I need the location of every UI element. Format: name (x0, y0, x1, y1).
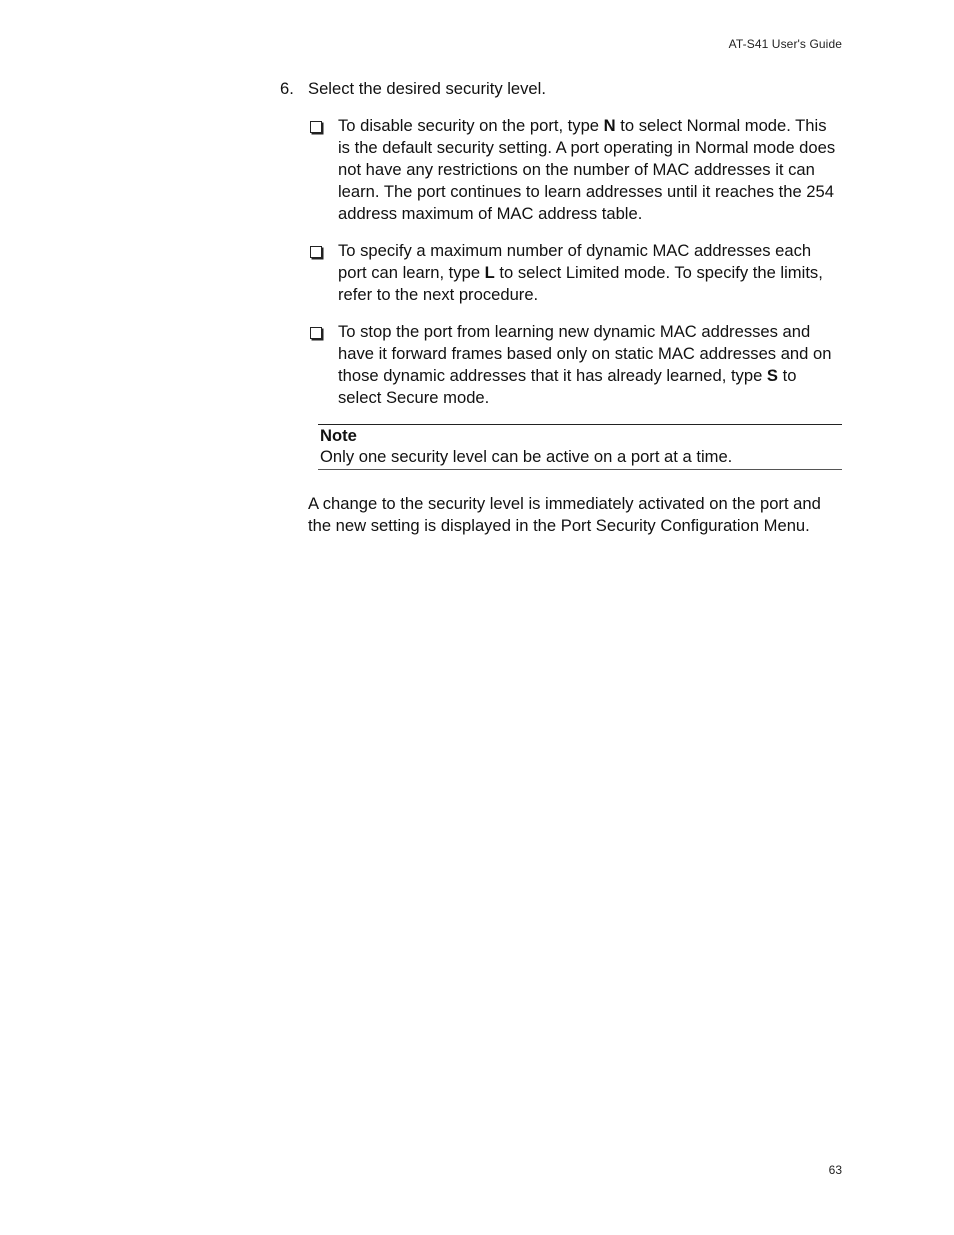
step-6 (280, 78, 842, 100)
body-paragraph: A change to the security level is immediately activated on the port and the new setting is displayed in the Port Security Configuration Menu. (308, 494, 821, 535)
step-text: Select the desired security level. (308, 79, 546, 98)
running-header: AT-S41 User's Guide (728, 37, 842, 51)
text-segment: to select Normal mode. This is the default security setting. A port operating in Normal mode does not have any restrictions on the number of MAC addresses it can learn. The port continues to learn addresses until it reaches the 254 address maximum of MAC address table. (338, 116, 836, 223)
list-item-normal-mode (308, 115, 842, 225)
note-title: Note (320, 426, 357, 445)
page-content (280, 78, 842, 537)
text-segment: To specify a maximum number of dynamic MAC addresses each port can learn, type (338, 241, 812, 282)
list-item-text (338, 115, 842, 225)
checkbox-bullet-icon (310, 121, 322, 133)
key-letter: S (766, 366, 778, 385)
list-item-text (338, 240, 842, 306)
page-number: 63 (828, 1163, 842, 1177)
list-item-secure-mode (308, 321, 842, 409)
list-item-limited-mode (308, 240, 842, 306)
key-letter: L (484, 263, 495, 282)
note-box (318, 424, 842, 470)
checkbox-bullet-icon (310, 327, 322, 339)
text-segment: to select Secure mode. (338, 366, 797, 407)
key-letter: N (603, 116, 616, 135)
text-segment: To stop the port from learning new dynamic MAC addresses and have it forward frames based only on static MAC addresses and on those dynamic addresses that it has already learned, type (338, 322, 832, 385)
note-body: Only one security level can be active on a port at a time. (320, 447, 733, 466)
list-item-text (338, 321, 842, 409)
security-level-list (308, 115, 842, 409)
text-segment: To disable security on the port, type (338, 116, 604, 135)
checkbox-bullet-icon (310, 246, 322, 258)
text-segment: to select Limited mode. To specify the limits, refer to the next procedure. (338, 263, 823, 304)
step-number: 6. (280, 79, 294, 98)
